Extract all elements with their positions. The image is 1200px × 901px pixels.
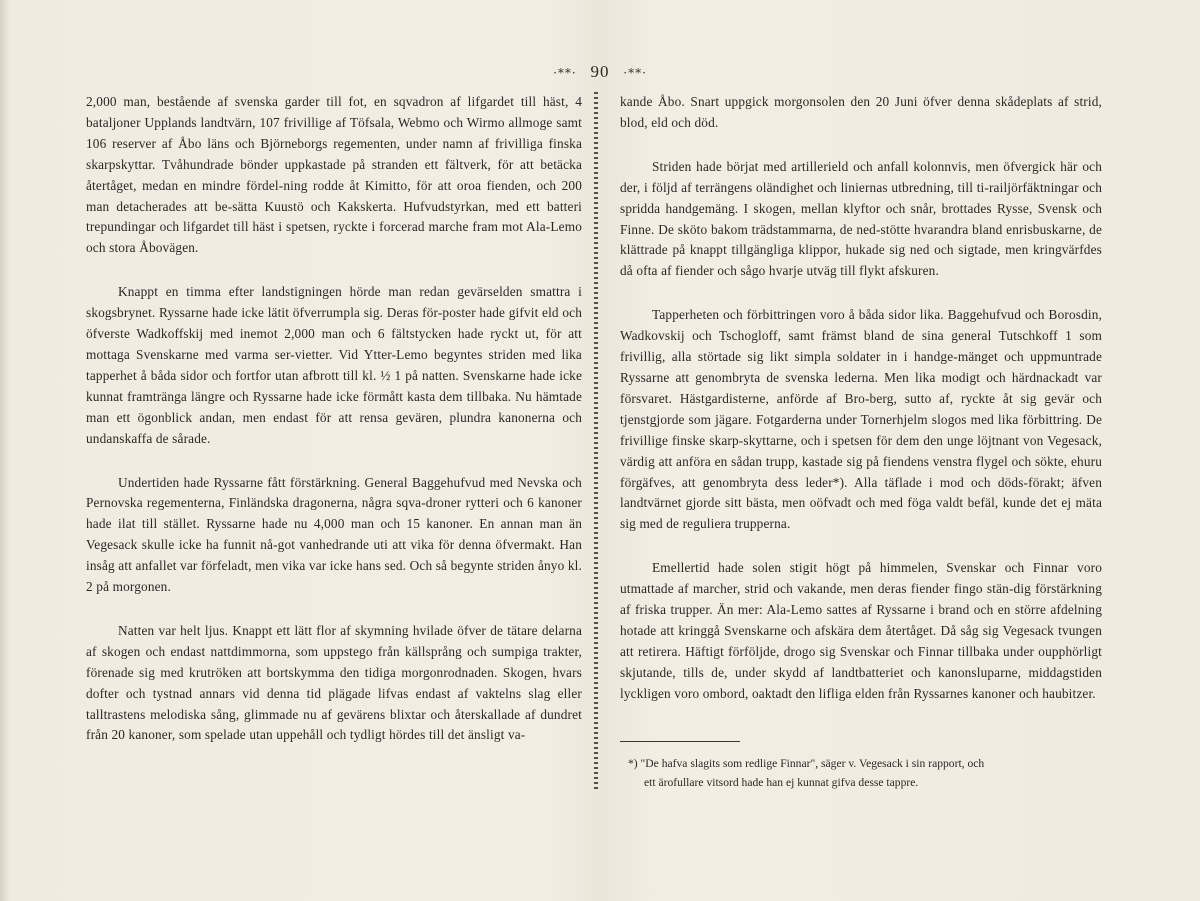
page-header bbox=[0, 62, 1200, 86]
paragraph: Natten var helt ljus. Knappt ett lätt flor af skymning hvilade öfver de tätare delarna af skogen och endast nattdimmorna, som uppstego från källsprång och sumpiga trakter, förenade sig med krutröken att bortskymma den tidiga morgonrodnaden. Skogen, hvars dofter och tystnad annars vid denna tid plägade lifvas endast af vaktelns slag eller talltrastens melodiska sång, glimmade nu af gevärens blixtar och återskallade af dundret från 20 kanoner, som spelade utan uppehåll och tydligt hördes till det änsligt va- bbox=[86, 622, 582, 743]
paragraph: 2,000 man, bestående af svenska garder till fot, en sqvadron af lifgardet till häst, 4 bataljoner Upplands landtvärn, 107 frivillige af Töfsala, Webmo och Wirmo allmoge samt 106 reserver af Åbo läns och Björneborgs regementen, under namn af frivilliga finska skarpskyttar. Tvåhundrade bönder uppkastade på stranden ett fältverk, för att betäcka återtåget, medan en mindre fördel-ning rodde åt Kimitto, för att oroa fienden, och 200 man detacherades att be-sätta Kuustö och Kakskerta. Hufvudstyrkan, med ett batteri trepundingar och lifgardet till häst i spetsen, ryckte i forcerad marche fram mot Ala-Lemo och stora Åbovägen. bbox=[86, 94, 582, 256]
footnote-rule bbox=[620, 741, 740, 742]
paragraph: Emellertid hade solen stigit högt på himmelen, Svenskar och Finnar voro utmattade af marcher, strid och vakande, men deras fiender fingo stän-dig förstärkning af friska trupper. Än mer: Ala-Lemo sattes af Ryssarne i brand och en större afdelning hotade att kringgå Svenskarne och afskära dem återtåget. Då såg sig Vegesack tvungen att retirera. Häftigt förföljde, drogo sig Svenskar och Finnar tillbaka under oupphörligt skjutande, tills de, under skydd af landtbatteriet och kanonsluparne, middagstiden lyckligen voro ombord, oaktadt den lifliga elden från Ryssarnes kanoner och haubitzer. bbox=[620, 560, 1102, 701]
page-edge-shadow bbox=[0, 0, 10, 901]
left-column bbox=[86, 92, 582, 769]
footnote-line: ett ärofullare vitsord hade han ej kunnat gifva desse tappre. bbox=[644, 776, 919, 789]
page-number: 90 bbox=[590, 62, 610, 81]
column-divider bbox=[594, 92, 598, 792]
paragraph: kande Åbo. Snart uppgick morgonsolen den 20 Juni öfver denna skådeplats af strid, blod, eld och död. bbox=[620, 94, 1102, 130]
header-ornament-left: ·**· bbox=[553, 66, 577, 80]
paragraph: Tapperheten och förbittringen voro å båda sidor lika. Baggehufvud och Borosdin, Wadkovskij och Tschogloff, samt främst bland de sina general Tutschkoff 1 som frivillig, alla störtade sig likt simpla soldater in i handge-mänget och uppmuntrade Ryssarne att genombryta de svenska lederna. Men lika modigt och härdnackadt var försvaret. Hästgardisterne, anförde af Bro-berg, sutto af, ryckte åt sig gevär och tjenstgjorde som jägare. Fotgarderna under Tornerhjelm slogos med lika förbittring. De frivillige finske skarp-skyttarne, och i spetsen för dem den unge löjtnant von Vegesack, värdig att anföra en sådan trupp, kastade sig på fiendens venstra flygel och sökte, ehuru förgäfves, att genombryta dess leder*). Alla täflade i mod och döds-förakt; äfven landtvärnet gjorde sitt bästa, men oöfvadt och med föga valdt befäl, kunde det ej mäta sig med de reguliera trupperna. bbox=[620, 307, 1102, 532]
paragraph: Undertiden hade Ryssarne fått förstärkning. General Baggehufvud med Nevska och Pernovska regementerna, Finländska dragonerna, några sqva-droner rytteri och 6 kanoner hade ilat till stället. Ryssarne hade nu 4,000 man och 15 kanoner. En annan man än Vegesack skulle icke ha funnit nå-got vanhedrande uti att vika för denna öfvermakt. Han insåg att anfallet var förfeladt, men vika var icke hans sed. Och så begynte striden ånyo kl. 2 på morgonen. bbox=[86, 474, 582, 595]
paragraph: Striden hade börjat med artillerield och anfall kolonnvis, men öfvergick här och der, i följd af terrängens oländighet och liniernas utbredning, till ti-railjörfäktningar och spridda handgemäng. I skogen, mellan klyftor och snår, brottades Rysse, Svensk och Finne. De sköto bakom trädstammarna, de ned-stötte hvarandra bland enrisbuskarne, de klättrade på knappt tillgängliga klippor, hukade sig ned och sigtade, men kringvärfdes då ofta af fiender och sågo hvarje utväg till flykt afskuren. bbox=[620, 158, 1102, 279]
header-ornament-right: ·**· bbox=[623, 66, 647, 80]
footnote-line: *) "De hafva slagits som redlige Finnar", säger v. Vegesack i sin rapport, och bbox=[628, 757, 985, 770]
footnote bbox=[628, 754, 1104, 792]
paragraph: Knappt en timma efter landstigningen hörde man redan gevärselden smattra i skogsbrynet. Ryssarne hade icke lätit öfverrumpla sig. Deras för-poster hade gifvit eld och öfverste Wadkoffskij med inemot 2,000 man och 6 fältstycken hade ryckt ut, för att mottaga Svenskarne med varma ser-vietter. Vid Ytter-Lemo begyntes striden med lika tapperhet å båda sidor och fortfor utan afbrott till kl. ½ 1 på natten. Svenskarne hade icke kunnat framtränga längre och Ryssarne hade icke förmått kasta dem tillbaka. Nu hämtade man ett ögonblick andan, men endast för att rensa gevären, plundra kanonerna och undanskaffa de sårade. bbox=[86, 284, 582, 446]
right-column bbox=[620, 92, 1102, 728]
